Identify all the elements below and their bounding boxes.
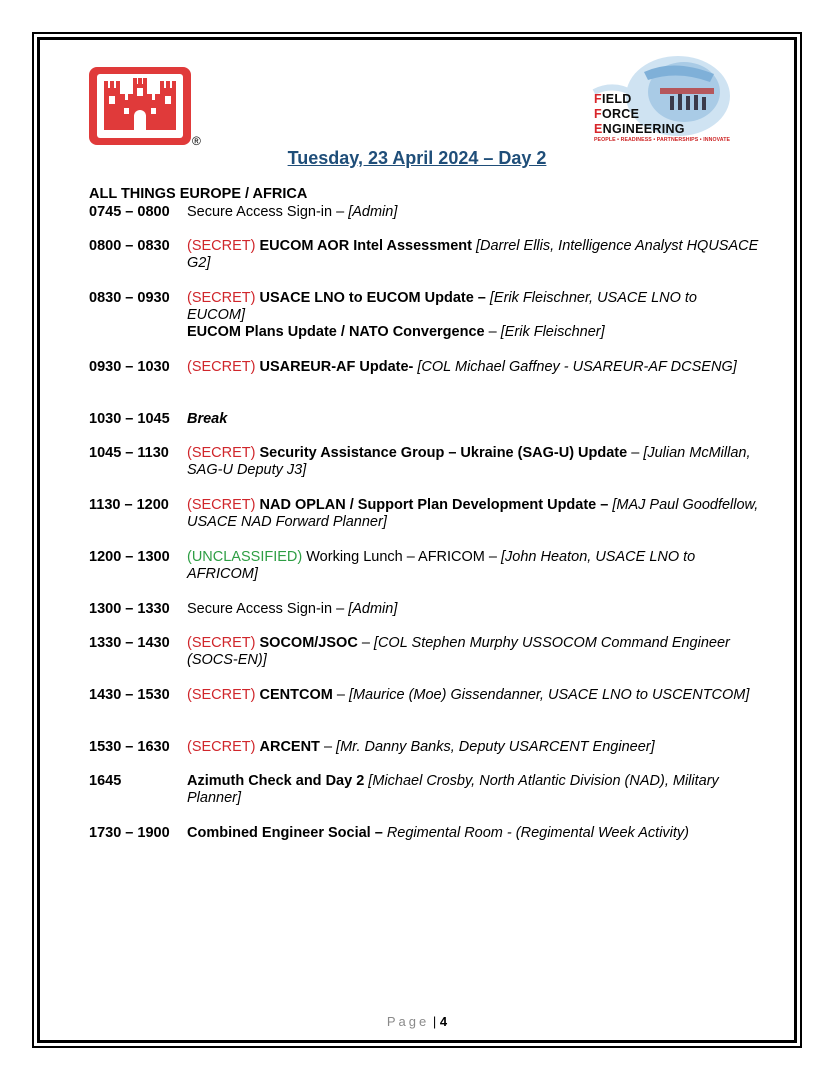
session-description: (SECRET) USAREUR-AF Update- [COL Michael Gaffney - USAREUR-AF DCSENG]	[187, 359, 737, 375]
session-description: (SECRET) NAD OPLAN / Support Plan Development Update – [MAJ Paul Goodfellow, USACE NAD Forward Planner]	[187, 497, 759, 530]
time-slot: 1430 – 1530	[89, 687, 170, 703]
ffe-tagline: PEOPLE • READINESS • PARTNERSHIPS • INNOVATE	[594, 137, 731, 143]
section-heading: ALL THINGS EUROPE / AFRICA	[89, 186, 308, 202]
classification-label: (SECRET)	[187, 445, 260, 461]
time-slot: 1730 – 1900	[89, 825, 170, 841]
classification-label: (SECRET)	[187, 687, 260, 703]
session-description: (SECRET) EUCOM AOR Intel Assessment [Darrel Ellis, Intelligence Analyst HQUSACE G2]	[187, 238, 759, 271]
time-slot: 1530 – 1630	[89, 739, 170, 755]
ffe-line-field: FIELD	[594, 92, 632, 106]
time-slot: 1130 – 1200	[89, 497, 169, 513]
usace-castle-logo	[88, 66, 192, 146]
session-description: (SECRET) ARCENT – [Mr. Danny Banks, Deputy USARCENT Engineer]	[187, 739, 655, 755]
session-description: Combined Engineer Social – Regimental Room - (Regimental Week Activity)	[187, 825, 690, 841]
registered-mark: ®	[192, 134, 201, 148]
classification-label: (SECRET)	[187, 290, 260, 306]
time-slot: 0800 – 0830	[89, 238, 170, 254]
session-description: Secure Access Sign-in – [Admin]	[187, 204, 398, 220]
page-title: Tuesday, 23 April 2024 – Day 2	[287, 148, 547, 168]
classification-label: (SECRET)	[187, 635, 260, 651]
time-slot: 1030 – 1045	[89, 411, 170, 427]
session-description: (SECRET) CENTCOM – [Maurice (Moe) Gissendanner, USACE LNO to USCENTCOM]	[187, 687, 750, 703]
time-slot: 1300 – 1330	[89, 601, 170, 617]
classification-label: (UNCLASSIFIED)	[187, 549, 307, 565]
session-description: (UNCLASSIFIED) Working Lunch – AFRICOM – [John Heaton, USACE LNO to AFRICOM]	[187, 549, 696, 582]
classification-label: (SECRET)	[187, 497, 260, 513]
footer-page-label: Page	[386, 1014, 430, 1029]
time-slot: 0930 – 1030	[89, 359, 170, 375]
ffe-wordmark	[594, 92, 685, 137]
session-description: Break	[187, 411, 228, 427]
time-slot: 0745 – 0800	[89, 204, 170, 220]
classification-label: (SECRET)	[187, 739, 260, 755]
session-description: (SECRET) Security Assistance Group – Ukraine (SAG-U) Update – [Julian McMillan, SAG-U Deputy J3]	[187, 445, 751, 478]
time-slot: 1200 – 1300	[89, 549, 170, 565]
classification-label: (SECRET)	[187, 359, 260, 375]
classification-label: (SECRET)	[187, 238, 260, 254]
time-slot: 1045 – 1130	[89, 445, 169, 461]
page-footer: Page | 4	[386, 1014, 448, 1029]
session-description: (SECRET) USACE LNO to EUCOM Update – [Erik Fleischner, USACE LNO to EUCOM] EUCOM Plans Update / NATO Convergence – [Erik Fleischner]	[187, 290, 697, 340]
time-slot: 0830 – 0930	[89, 290, 170, 306]
time-slot: 1330 – 1430	[89, 635, 170, 651]
session-description: Secure Access Sign-in – [Admin]	[187, 601, 398, 617]
session-description: Azimuth Check and Day 2 [Michael Crosby, North Atlantic Division (NAD), Military Planner]	[187, 773, 719, 806]
ffe-line-force: FORCE	[594, 107, 640, 121]
session-description: (SECRET) SOCOM/JSOC – [COL Stephen Murphy USSOCOM Command Engineer (SOCS-EN)]	[187, 635, 730, 668]
time-slot: 1645	[89, 773, 122, 789]
ffe-line-engineering: ENGINEERING	[594, 122, 685, 136]
page-number: 4	[439, 1014, 448, 1029]
